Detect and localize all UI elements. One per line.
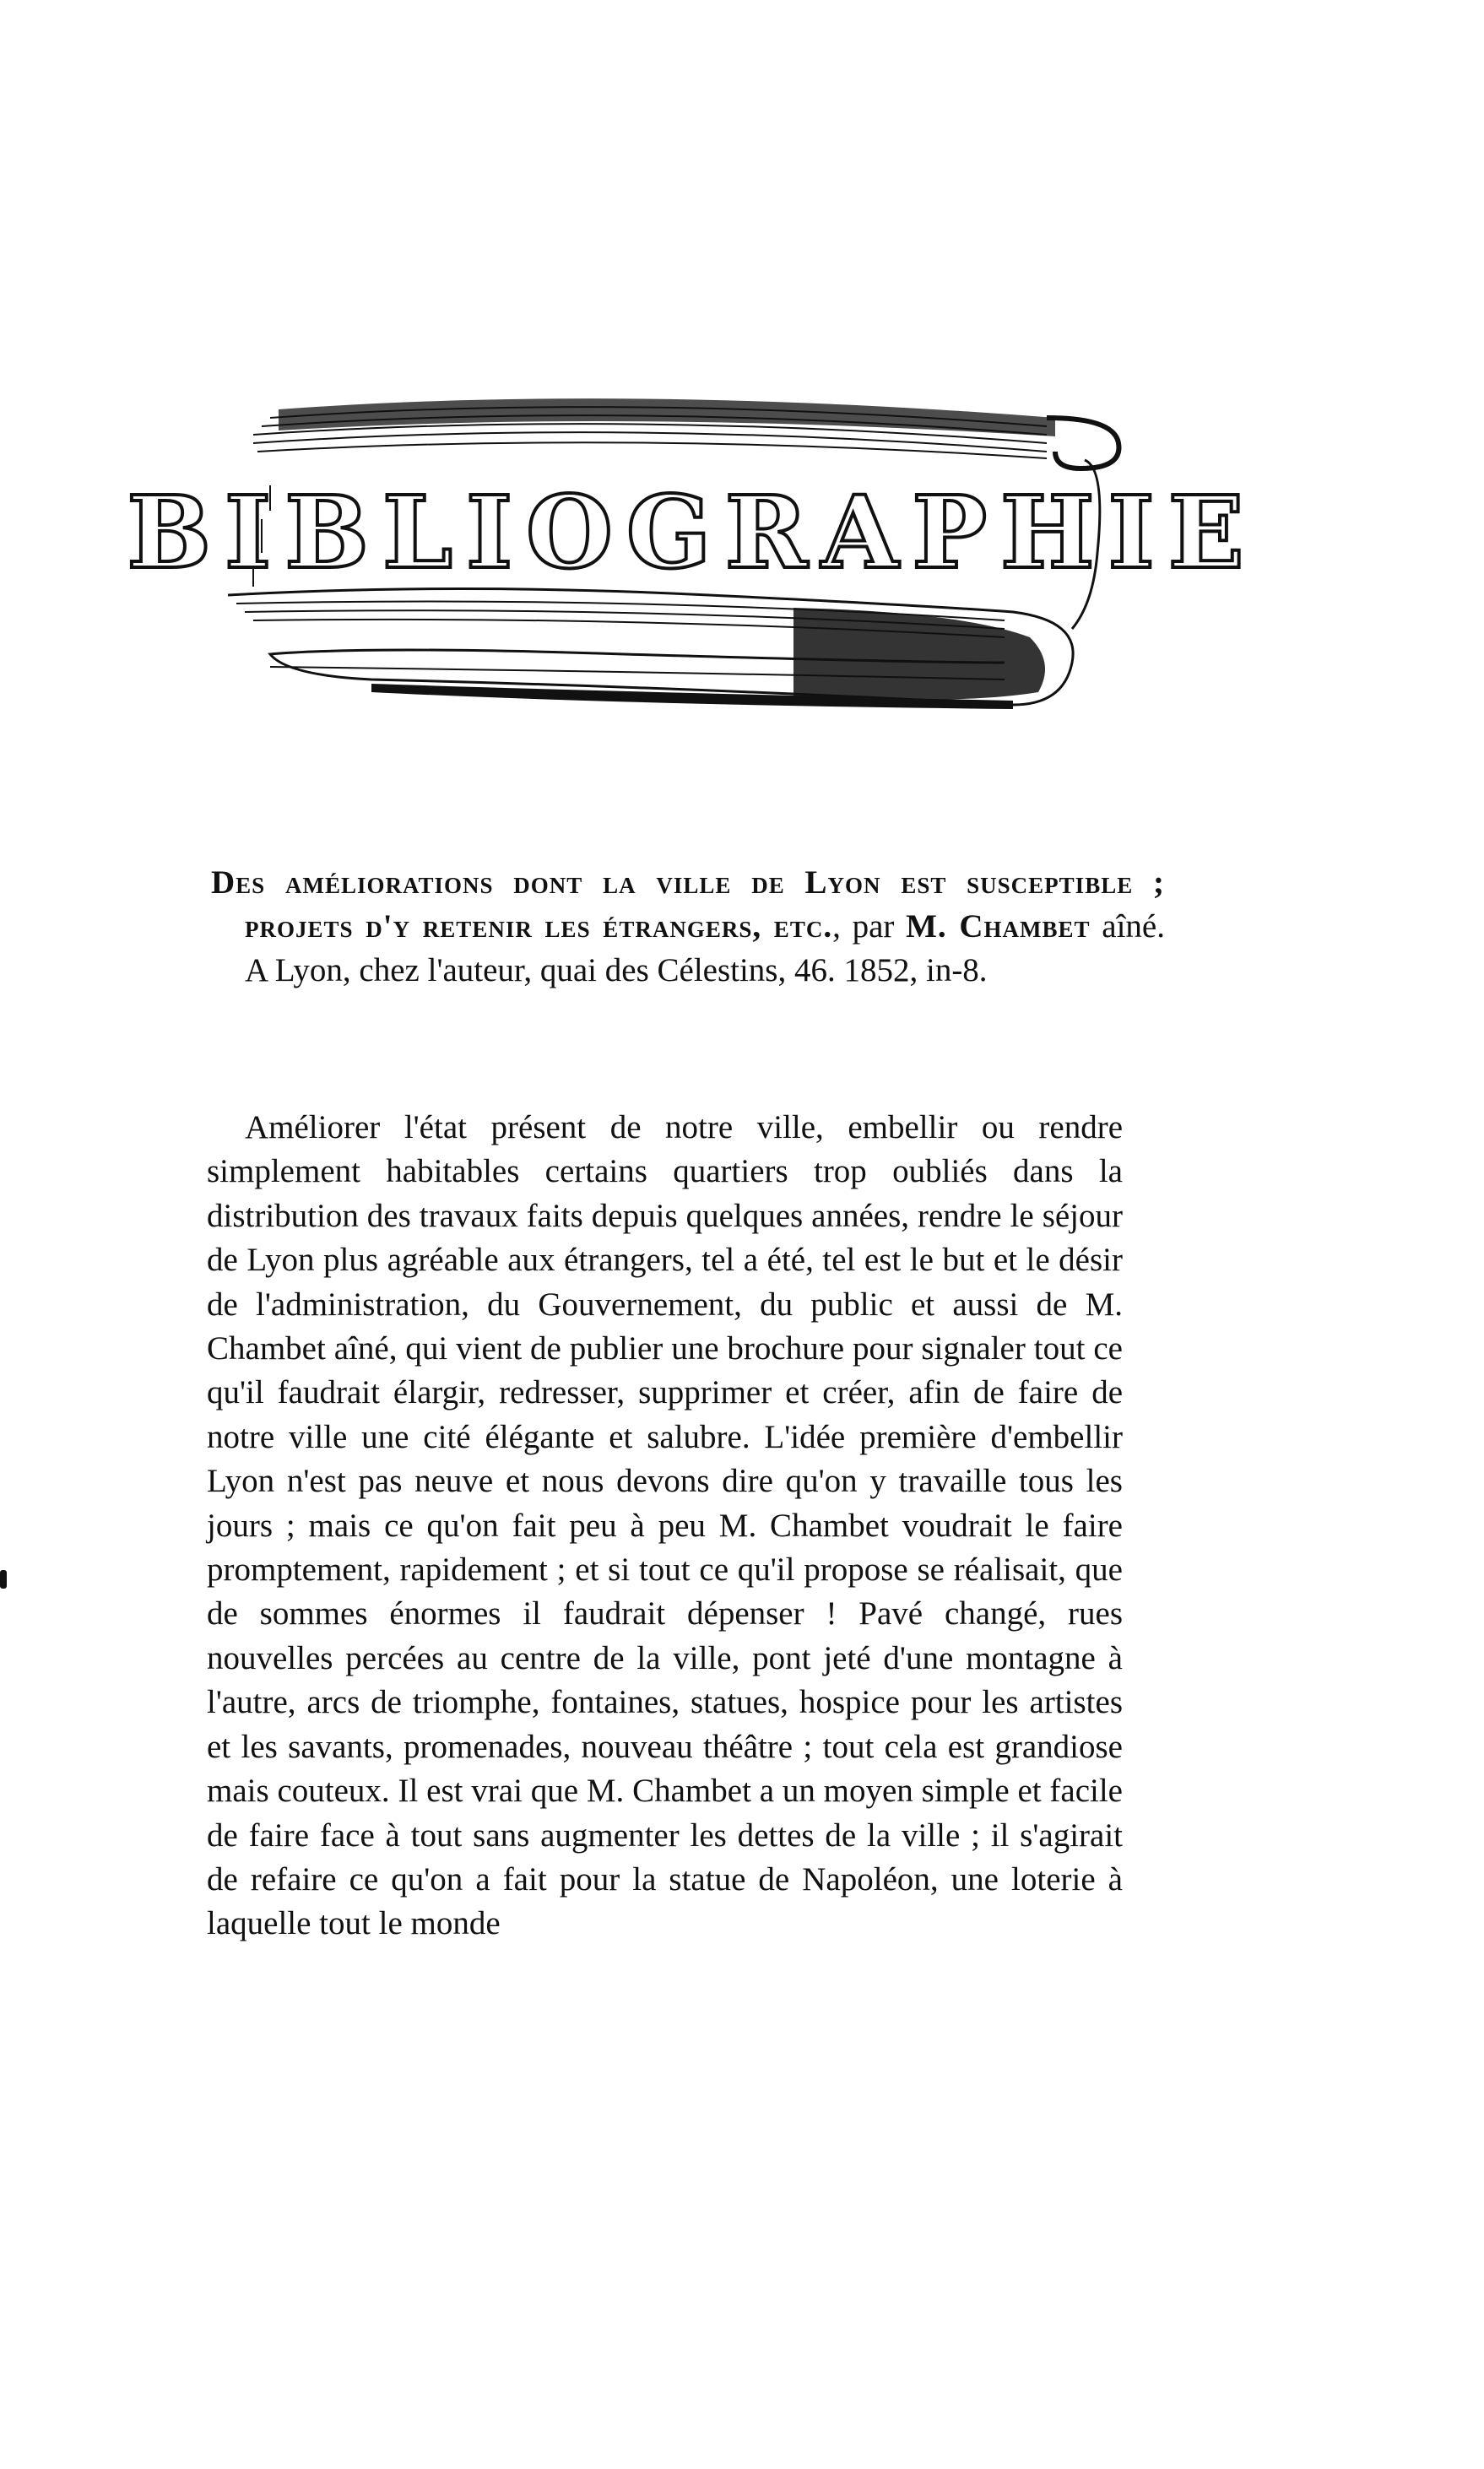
citation-author: M. Chambet <box>906 908 1091 945</box>
margin-mark <box>0 1570 7 1589</box>
print-smudge <box>1190 10 1224 22</box>
citation-details: aîné. A Lyon, chez l'auteur, quai des Célestins, 46. 1852, in-8. <box>245 908 1165 988</box>
citation-by: , par <box>832 908 907 945</box>
banner-title: BIBLIOGRAPHIE <box>127 473 1258 591</box>
bibliographic-citation <box>211 861 1165 993</box>
review-paragraph: Améliorer l'état présent de notre ville, embellir ou rendre simplement habitables certains quartiers trop oubliés dans la distribution des travaux faits depuis quelques années, rendre le séjour de Lyon plus agréable aux étrangers, tel a été, tel est le but et le désir de l'administration, du Gouvernement, du public et aussi de M. Chambet aîné, qui vient de publier une brochure pour signaler tout ce qu'il faudrait élargir, redresser, supprimer et créer, afin de faire de notre ville une cité élégante et salubre. L'idée première d'embellir Lyon n'est pas neuve et nous devons dire qu'on y travaille tous les jours ; mais ce qu'on fait peu à peu M. Chambet voudrait le faire promptement, rapidement ; et si tout ce qu'il propose se réalisait, que de sommes énormes il faudrait dépenser ! Pavé changé, rues nouvelles percées au centre de la ville, pont jeté d'une montagne à l'autre, arcs de triomphe, fontaines, statues, hospice pour les artistes et les savants, promenades, nouveau théâtre ; tout cela est grandiose mais couteux. Il est vrai que M. Chambet a un moyen simple et facile de faire face à tout sans augmenter les dettes de la ville ; il s'agirait de refaire ce qu'on a fait pour la statue de Napoléon, une loterie à laquelle tout le monde <box>207 1109 1123 1942</box>
citation-title: Des améliorations dont la ville de Lyon est susceptible ; projets d'y retenir les étrangers, etc. <box>211 864 1165 945</box>
bibliographie-banner <box>127 384 1258 730</box>
